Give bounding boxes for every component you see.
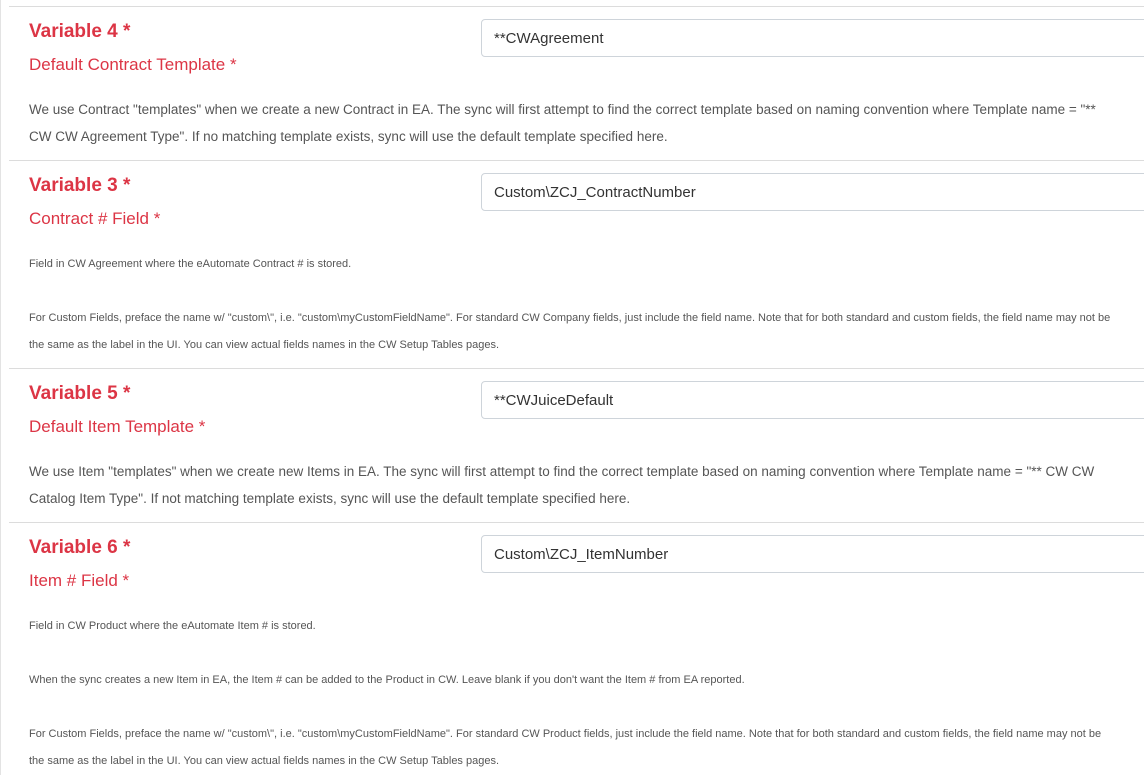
setting-section-variable-5 (9, 368, 1144, 523)
setting-section-variable-6 (9, 522, 1144, 775)
field-label: Contract # Field * (29, 209, 161, 228)
field-description: We use Item "templates" when we create new Items in EA. The sync will first attempt to find the correct template based on naming convention where Template name = "** CW CW Catalog Item Type". If not matching template exists, sync will use the default template specified here. (29, 464, 1095, 506)
variable-name: Variable 6 * (29, 537, 131, 558)
field-description: Field in CW Agreement where the eAutomate Contract # is stored. (29, 258, 352, 270)
contract-number-field-input[interactable] (481, 173, 1144, 211)
variable-name: Variable 3 * (29, 175, 131, 196)
field-description: When the sync creates a new Item in EA, the Item # can be added to the Product in CW. Leave blank if you don't want the Item # from EA reported. (29, 674, 745, 686)
variable-name: Variable 4 * (29, 21, 131, 42)
field-label: Default Item Template * (29, 417, 206, 436)
field-label: Default Contract Template * (29, 55, 237, 74)
field-description: For Custom Fields, preface the name w/ "custom\", i.e. "custom\myCustomFieldName". For standard CW Company fields, just include the field name. Note that for both standard and custom fields, the field name may not be the same as the label in the UI. You can view actual fields names in the CW Setup Tables pages. (29, 312, 1111, 351)
default-item-template-input[interactable] (481, 381, 1144, 419)
setting-section-variable-4 (9, 6, 1144, 161)
field-description: We use Contract "templates" when we create a new Contract in EA. The sync will first attempt to find the correct template based on naming convention where Template name = "** CW CW Agreement Type". If no matching template exists, sync will use the default template specified here. (29, 102, 1096, 144)
field-label: Item # Field * (29, 571, 130, 590)
item-number-field-input[interactable] (481, 535, 1144, 573)
default-contract-template-input[interactable] (481, 19, 1144, 57)
field-description: For Custom Fields, preface the name w/ "custom\", i.e. "custom\myCustomFieldName". For standard CW Product fields, just include the field name. Note that for both standard and custom fields, the field name may not be the same as the label in the UI. You can view actual fields names in the CW Setup Tables pages. (29, 728, 1102, 767)
field-description: Field in CW Product where the eAutomate Item # is stored. (29, 620, 316, 632)
setting-section-variable-3 (9, 160, 1144, 369)
variable-name: Variable 5 * (29, 383, 131, 404)
